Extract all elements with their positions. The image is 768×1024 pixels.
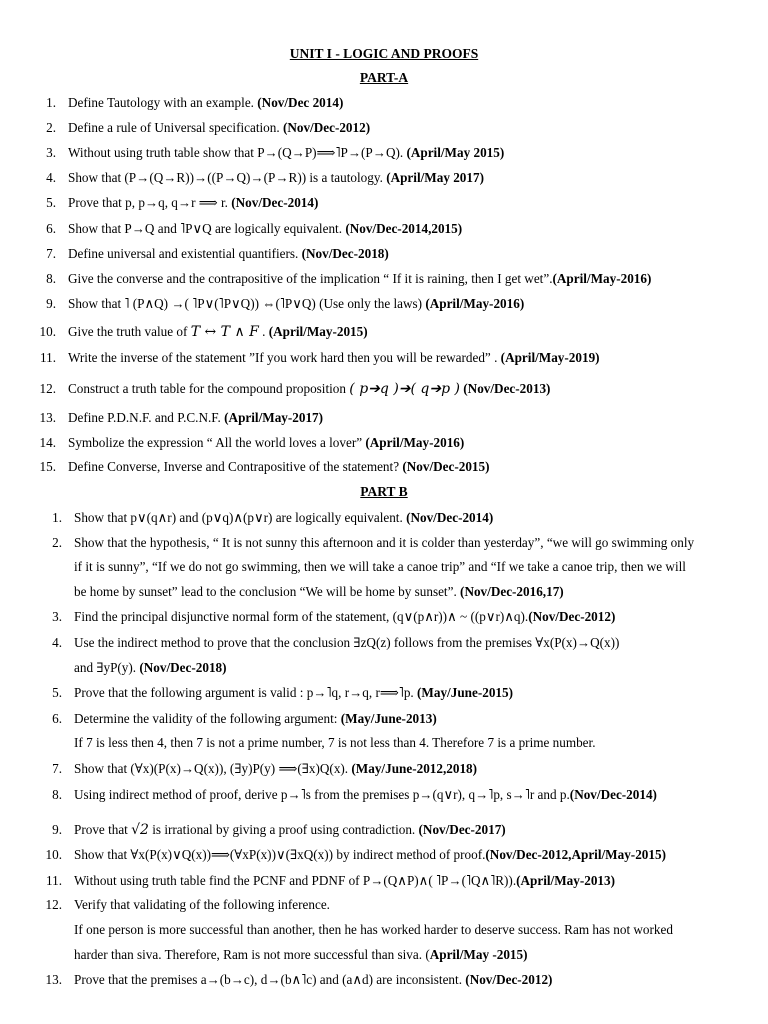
item-number: 15. [39,459,56,474]
question-text: Determine the validity of the following argument: [74,711,341,726]
question-text: Define P.D.N.F. and P.C.N.F. [68,410,225,425]
question-text: Show that p∨(q∧r) and (p∨q)∧(p∨r) are logically equivalent. [74,510,407,525]
item-number: 2. [52,535,62,550]
question-text: Construct a truth table for the compound proposition [68,381,350,396]
question-text: Define a rule of Universal specification. [68,120,283,135]
item-text [74,822,506,838]
question-text: Define Converse, Inverse and Contrapositive of the statement? [68,459,403,474]
question-text: be home by sunset” lead to the conclusion “We will be home by sunset”. [74,584,461,599]
question-text: Use the indirect method to prove that the conclusion ∃zQ(z) follows from the premises ∀x(P(x)→Q(x)) [74,635,620,650]
question-text: Verify that validating of the following inference. [74,897,330,912]
question-text: Define Tautology with an example. [68,95,258,110]
item-number: 9. [52,822,62,837]
item-text [74,711,437,727]
exam-source: (Nov/Dec 2014) [257,95,344,110]
exam-source: (Nov/Dec-2012) [528,609,616,624]
item-number: 4. [52,635,62,650]
math-expression: ( p➔q )➔( q➔p ) [349,381,460,397]
exam-source: (Nov/Dec-2014) [231,195,319,210]
exam-source: (Nov/Dec-2012,April/May-2015) [485,847,666,862]
item-number: 7. [46,246,56,261]
item-text [68,221,462,237]
item-text [74,972,552,988]
exam-source: (Nov/Dec-2015) [402,459,490,474]
item-number: 3. [52,609,62,624]
question-text: Show that (P→(Q→R))→((P→Q)→(P→R)) is a tautology. [68,170,387,185]
item-number: 6. [46,221,56,236]
question-text: Show that P→Q and ˥P∨Q are logically equivalent. [68,221,346,236]
item-text [68,120,370,136]
item-text [68,246,389,262]
question-text: Define universal and existential quantifiers. [68,246,302,261]
item-text [74,873,615,889]
item-number: 8. [52,787,62,802]
item-number: 13. [45,972,62,987]
question-text: Show that ∀x(P(x)∨Q(x))⟹(∀xP(x))∨(∃xQ(x)) by indirect method of proof. [74,847,486,862]
item-number: 1. [52,510,62,525]
exam-source: (April/May-2019) [500,350,600,365]
exam-source: (April/May-2015) [268,324,368,339]
question-text: Prove that [74,822,132,837]
item-number: 5. [52,685,62,700]
item-number: 2. [46,120,56,135]
exam-source: (April/May-2013) [516,873,616,888]
question-text-after: . [258,324,269,339]
item-number: 3. [46,145,56,160]
item-text [68,410,323,426]
exam-source: (April/May-2016) [425,296,525,311]
exam-source: (May/June-2012,2018) [351,761,478,776]
item-text [74,922,673,938]
exam-source: (Nov/Dec-2012) [465,972,553,987]
exam-source: (Nov/Dec-2017) [418,822,506,837]
item-text [68,95,343,111]
item-text [74,947,528,963]
question-text: Without using truth table find the PCNF and PDNF of P→(Q∧P)∧( ˥P→(˥Q∧˥R)). [74,873,517,888]
item-text [68,296,524,312]
item-number: 4. [46,170,56,185]
item-text [74,535,694,551]
question-text: Show that ˥ (P∧Q) →( ˥P∨(˥P∨Q)) ⇔(˥P∨Q) (Use only the laws) [68,296,426,311]
exam-source: (April/May-2016) [365,435,465,450]
exam-source: (Nov/Dec-2018) [139,660,227,675]
item-text [74,584,564,600]
item-number: 14. [39,435,56,450]
item-number: 12. [45,897,62,912]
item-text [74,559,686,575]
question-text: harder than siva. Therefore, Ram is not more successful than siva. ( [74,947,430,962]
exam-source: (April/May 2015) [406,145,505,160]
question-text: Write the inverse of the statement ”If you work hard then you will be rewarded” . [68,350,501,365]
item-number: 7. [52,761,62,776]
item-number: 11. [46,873,62,888]
question-text: Using indirect method of proof, derive p→˥s from the premises p→(q∨r), q→˥p, s→˥r and p. [74,787,570,802]
page-title: UNIT I - LOGIC AND PROOFS [289,46,479,61]
item-text [68,195,318,211]
question-text-after: is irrational by giving a proof using contradiction. [148,822,419,837]
question-text: and ∃yP(y). [74,660,140,675]
item-number: 9. [46,296,56,311]
question-text: Prove that the premises a→(b→c), d→(b∧˥c) and (a∧d) are inconsistent. [74,972,466,987]
item-text [74,510,493,526]
question-text: Find the principal disjunctive normal form of the statement, (q∨(p∧r))∧ ~ ((p∨r)∧q). [74,609,529,624]
item-text [74,897,330,913]
item-number: 10. [45,847,62,862]
item-number: 5. [46,195,56,210]
item-text [68,459,490,475]
item-number: 11. [40,350,56,365]
question-text: Without using truth table show that P→(Q→P)⟹˥P→(P→Q). [68,145,407,160]
question-text: Prove that p, p→q, q→r ⟹ r. [68,195,232,210]
question-text: Give the converse and the contrapositive of the implication “ If it is raining, then I get wet”. [68,271,553,286]
item-number: 13. [39,410,56,425]
item-text [68,435,464,451]
exam-source: (Nov/Dec-2014) [406,510,494,525]
question-text: Prove that the following argument is valid : p→˥q, r→q, r⟹˥p. [74,685,418,700]
question-text: Show that (∀x)(P(x)→Q(x)), (∃y)P(y) ⟹(∃x)Q(x). [74,761,352,776]
item-text [74,787,657,803]
item-number: 10. [39,324,56,339]
item-text [74,735,596,751]
item-text [68,170,484,186]
item-text [74,660,227,676]
exam-source: (April/May 2017) [386,170,484,185]
exam-source: (Nov/Dec-2016,17) [460,584,564,599]
question-text: If one person is more successful than another, then he has worked harder to deserve success. Ram has not worked [74,922,673,937]
item-number: 6. [52,711,62,726]
item-text [68,350,600,366]
item-number: 8. [46,271,56,286]
part-a-heading: PART-A [359,70,409,85]
question-text: Show that the hypothesis, “ It is not sunny this afternoon and it is colder than yesterday”, “we will go swimming only [74,535,695,550]
exam-source: (Nov/Dec-2018) [301,246,389,261]
exam-source: (April/May-2017) [224,410,324,425]
math-expression: T ↔ T ∧ F [190,324,259,340]
item-text [68,145,504,161]
question-text: if it is sunny”, “If we do not go swimming, then we will take a canoe trip” and “If we take a canoe trip, then we will [74,559,686,574]
exam-source: (Nov/Dec-2013) [463,381,551,396]
exam-source: (April/May-2016) [552,271,652,286]
question-text: If 7 is less then 4, then 7 is not a prime number, 7 is not less than 4. Therefore 7 is a prime number. [74,735,596,750]
exam-source: (Nov/Dec-2014,2015) [345,221,463,236]
exam-source: (May/June-2015) [417,685,513,700]
math-expression: √2 [131,822,149,838]
item-text [68,381,550,397]
question-text: Give the truth value of [68,324,191,339]
part-b-heading: PART B [360,484,408,499]
item-text [74,847,666,863]
question-text: Symbolize the expression “ All the world loves a lover” [68,435,366,450]
exam-source: April/May -2015) [429,947,528,962]
item-text [68,324,368,340]
item-text [74,635,619,651]
item-text [68,271,651,287]
item-text [74,609,615,625]
item-number: 12. [39,381,56,396]
item-text [74,685,513,701]
exam-source: (May/June-2013) [340,711,437,726]
item-text [74,761,477,777]
exam-source: (Nov/Dec-2012) [282,120,371,135]
item-number: 1. [46,95,56,110]
exam-source: (Nov/Dec-2014) [569,787,657,802]
